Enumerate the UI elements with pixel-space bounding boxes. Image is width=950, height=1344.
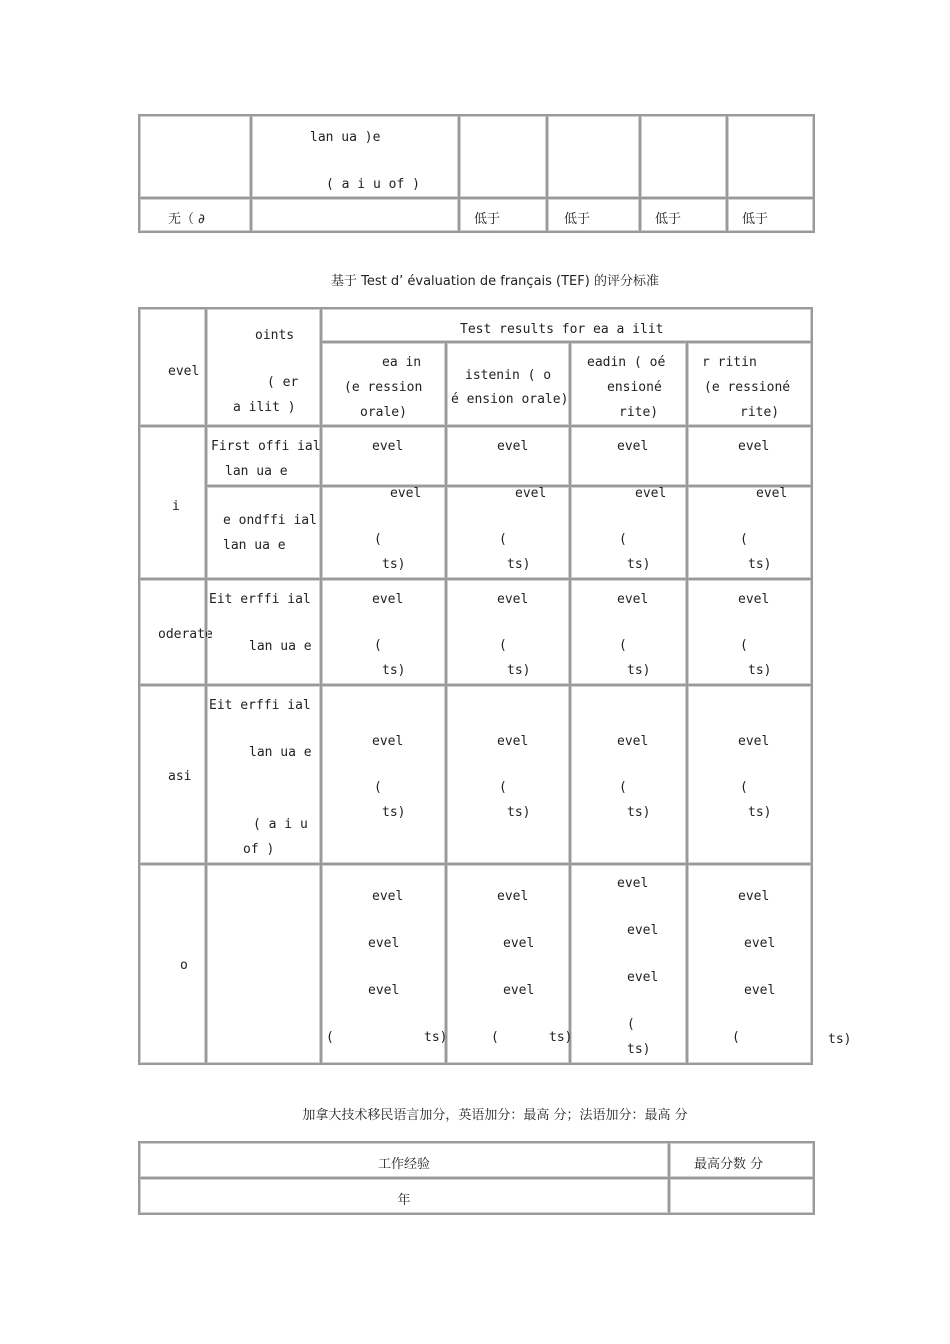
top-cell-empty <box>139 115 251 198</box>
top-language-line1: lan ua )e <box>310 130 381 145</box>
tef-table: evel oints ( er a ilit ) Test results for ea a ilit ea in (e ression orale) istenin ( o é ension orale) eadin ( oé ensioné rite) r ritin (e ressioné rite) i First offi ial lan ua e evel evel evel evel e ondffi ial lan ua e evel ( ts) evel ( ts) evel ( ts) evel ( ts) oderate Eit erffi ial lan ua e evel ( ts) evel ( ts) evel ( ts) evel ( ts) asi Eit erffi ial lan ua e ( a i u of ) evel ( ts) evel ( ts) evel ( ts) evel ( ts) o evel evel evel ( ts) evel evel evel ( ts) evel evel evel ( ts) evel evel evel ( <box>138 307 813 1065</box>
test-results-header-cell <box>321 308 812 342</box>
level-basic-cell <box>139 685 206 864</box>
work-table <box>138 1141 815 1215</box>
level-header: evel <box>168 364 200 379</box>
years-label: 年 <box>397 1193 411 1208</box>
level-high-cell <box>139 426 206 579</box>
overflow-ts: ts) <box>828 1032 852 1047</box>
moderate-desc-cell: Eit erffi ial lan ua e <box>206 579 321 685</box>
below-label: 低于 <box>742 212 769 227</box>
skill-reading-header: eadin ( oé ensioné rite) <box>570 342 687 426</box>
years-cell <box>139 1178 669 1214</box>
max-score: 最高分数 分 <box>694 1157 764 1172</box>
below-label: 低于 <box>474 212 501 227</box>
top-none-label: 无（ ∂ <box>168 212 205 227</box>
level-high: i <box>172 499 180 514</box>
below-label: 低于 <box>564 212 591 227</box>
points-header-ability: a ilit ) <box>233 400 296 415</box>
second-official-cell: e ondffi ial lan ua e <box>206 486 321 579</box>
first-official-cell: First offi ial lan ua e <box>206 426 321 486</box>
work-header: 工作经验 <box>377 1157 430 1172</box>
skill-writing-header: r ritin (e ressioné rite) <box>687 342 812 426</box>
level-basic: asi <box>168 769 192 784</box>
skill-speaking-header: ea in (e ression orale) <box>321 342 446 426</box>
skill-listening-header: istenin ( o é ension orale) <box>446 342 570 426</box>
top-none-cell <box>139 198 251 232</box>
work-header-cell <box>139 1142 669 1178</box>
tef-caption: 基于 Test d’ évaluation de français (TEF) 的评分标准 <box>331 274 659 289</box>
points-header: oints <box>255 328 295 343</box>
level-no: o <box>180 958 188 973</box>
basic-desc-cell: Eit erffi ial lan ua e ( a i u of ) <box>206 685 321 864</box>
top-cell-language <box>251 115 459 198</box>
level-moderate: oderate <box>158 627 213 642</box>
level-no-cell <box>139 864 206 1064</box>
below-label: 低于 <box>655 212 682 227</box>
level-moderate-cell <box>139 579 213 685</box>
top-table <box>138 114 815 233</box>
bonus-caption: 加拿大技术移民语言加分，英语加分：最高 分；法语加分：最高 分 <box>302 1108 688 1123</box>
max-score-cell <box>669 1142 814 1178</box>
test-results-header: Test results for ea a ilit <box>460 322 664 337</box>
level-header-cell <box>139 308 206 426</box>
top-language-line2: ( a i u of ) <box>326 177 420 192</box>
points-header-cell <box>206 308 321 426</box>
points-header-per: ( er <box>267 375 299 390</box>
